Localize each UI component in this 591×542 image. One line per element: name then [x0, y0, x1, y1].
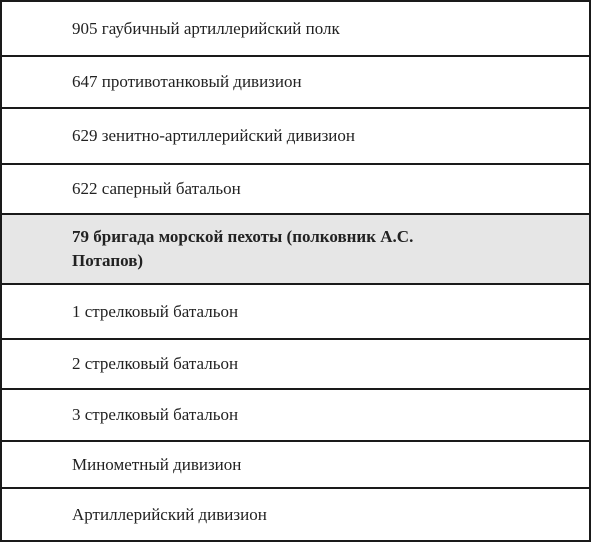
row-label: 629 зенитно-артиллерийский дивизион — [72, 126, 355, 145]
row-label: 1 стрелковый батальон — [72, 301, 239, 321]
table-row — [2, 2, 589, 57]
row-label: Артиллерийский дивизион — [72, 504, 267, 524]
table-row — [2, 285, 589, 340]
table-row — [2, 109, 589, 165]
row-label: 647 противотанковый дивизион — [72, 72, 302, 91]
row-label: 2 стрелковый батальон — [72, 354, 239, 373]
table-row — [2, 442, 589, 489]
table-row — [2, 340, 589, 390]
table-row — [2, 57, 589, 109]
row-label: 622 саперный батальон — [72, 179, 241, 198]
row-label: 3 стрелковый батальон — [72, 405, 239, 424]
row-label: 905 гаубичный артиллерийский полк — [72, 18, 340, 38]
table-section-header-row — [2, 215, 589, 285]
section-header-label: 79 бригада морской пехоты (полковник А.С. Потапов) — [72, 227, 414, 270]
table-row — [2, 165, 589, 215]
row-label: Минометный дивизион — [72, 454, 242, 474]
table-row — [2, 489, 589, 540]
table-row — [2, 390, 589, 442]
